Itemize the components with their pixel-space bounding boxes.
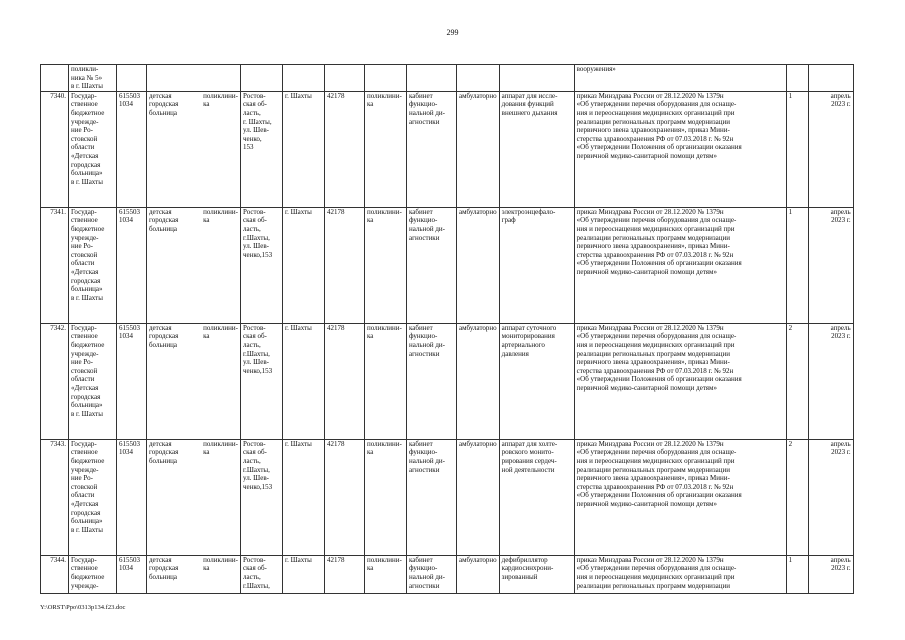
footer-file-path: Y:\ORST\Ppo\0313p134.f23.doc [40, 604, 126, 611]
city-text: г. Шахты [285, 439, 312, 448]
unit-text: поликлини- ка [367, 439, 402, 457]
basis-text: приказ Минздрава России от 28.12.2020 № 1379н «Об утверждении перечня оборудования для оснаще- ния и переоснащения медицинских организаций при реализации региональных программ модернизации первичного звена здравоохранения», приказ Мини- стерства здравоохранения РФ от 07.03.2018 г. № 92н «Об утверждении Положения об организации оказания первичной медико-санитарной помощи детям» [576, 91, 742, 160]
cell-postal [325, 555, 365, 593]
org-text: Государ- ственное бюджетное учрежде- ние Ро- стовской области «Детская городская больница» в г. Шахты [71, 207, 105, 302]
cell-city [283, 207, 325, 323]
org-type-a: детская городская больница [149, 555, 179, 581]
continuation-org: поликли- ника № 5» в г. Шахты [71, 65, 103, 91]
cell-room [407, 555, 457, 593]
basis-text: приказ Минздрава России от 28.12.2020 № 1379н «Об утверждении перечня оборудования для оснаще- ния и переоснащения медицинских организаций при реализации региональных программ модернизации первичного звена здравоохранения», приказ Мини- стерства здравоохранения РФ от 07.03.2018 г. № 92н «Об утверждении Положения об организации оказания первичной медико-санитарной помощи детям» [576, 439, 742, 508]
cell-unit [365, 323, 407, 439]
equipment-text: дефибриллятор кардиосинхрони- зированный [501, 555, 554, 581]
equipment-text: аппарат для иссле- дования функций внешнего дыхания [501, 91, 558, 117]
room-text: кабинет функцио- нальной ди- агностики [409, 323, 445, 358]
cell-address [241, 323, 283, 439]
number-text: 7344. [50, 555, 66, 564]
basis-text: приказ Минздрава России от 28.12.2020 № 1379н «Об утверждении перечня оборудования для оснаще- ния и переоснащения медицинских организаций при реализации региональных программ модернизации [576, 555, 737, 590]
cell-date [808, 91, 853, 207]
org-type-a: детская городская больница [149, 207, 179, 233]
date-text: апрель 2023 г. [830, 207, 851, 225]
cell-number [41, 439, 69, 555]
org-type-a: детская городская больница [149, 439, 179, 465]
cell-room [407, 91, 457, 207]
table-row [41, 555, 854, 593]
cell-address [241, 555, 283, 593]
cell-equipment [499, 555, 574, 593]
cell-city [283, 91, 325, 207]
table-row [41, 439, 854, 555]
unit-text: поликлини- ка [367, 555, 402, 573]
cell-org-type [147, 207, 241, 323]
date-text: апрель 2023 г. [830, 555, 851, 573]
qty-text: 2 [788, 323, 793, 332]
equipment-table [40, 64, 854, 594]
cell-postal [325, 439, 365, 555]
cell-number [41, 555, 69, 593]
city-text: г. Шахты [285, 323, 312, 332]
cell-org-type [147, 323, 241, 439]
number-text: 7341. [50, 207, 66, 216]
cell-address [241, 91, 283, 207]
qty-text: 2 [788, 439, 793, 448]
cell-number [41, 91, 69, 207]
number-text: 7340. [50, 91, 66, 100]
room-text: кабинет функцио- нальной ди- агностики [409, 439, 445, 474]
address-text: Ростов- ская об- ласть, г.Шахты, [243, 555, 270, 590]
care-text: амбулаторно [459, 555, 497, 564]
cell-unit [365, 555, 407, 593]
city-text: г. Шахты [285, 207, 312, 216]
cell-city [283, 323, 325, 439]
cell-address [241, 207, 283, 323]
cell-number [41, 207, 69, 323]
cell-care [457, 439, 500, 555]
unit-text: поликлини- ка [367, 91, 402, 109]
code-text: 615503 1034 [119, 439, 140, 457]
continuation-row [41, 65, 854, 92]
basis-text: приказ Минздрава России от 28.12.2020 № 1379н «Об утверждении перечня оборудования для оснаще- ния и переоснащения медицинских организаций при реализации региональных программ модернизации первичного звена здравоохранения», приказ Мини- стерства здравоохранения РФ от 07.03.2018 г. № 92н «Об утверждении Положения об организации оказания первичной медико-санитарной помощи детям» [576, 323, 742, 392]
org-type-b: поликлини- ка [203, 91, 238, 109]
cell-date [808, 323, 853, 439]
cell-room [407, 439, 457, 555]
org-type-a: детская городская больница [149, 91, 179, 117]
cell-org [69, 439, 117, 555]
postal-text: 42178 [327, 91, 345, 100]
number-text: 7343. [50, 439, 66, 448]
org-type-b: поликлини- ка [203, 323, 238, 341]
cell-org-type [147, 555, 241, 593]
cell-city [283, 555, 325, 593]
address-text: Ростов- ская об- ласть, г. Шахты, ул. Шев- ченко, 153 [243, 91, 272, 152]
cell-date [808, 439, 853, 555]
cell-qty [786, 91, 808, 207]
org-type-b: поликлини- ка [203, 555, 238, 573]
room-text: кабинет функцио- нальной ди- агностики [409, 555, 445, 590]
cell-equipment [499, 91, 574, 207]
equipment-text: аппарат суточного мониторирования артериального давления [501, 323, 557, 358]
care-text: амбулаторно [459, 439, 497, 448]
code-text: 615503 1034 [119, 91, 140, 109]
cell-qty [786, 323, 808, 439]
postal-text: 42178 [327, 207, 345, 216]
cell-care [457, 555, 500, 593]
cell-basis [574, 323, 786, 439]
cell-org [69, 323, 117, 439]
care-text: амбулаторно [459, 91, 497, 100]
cell-address [241, 439, 283, 555]
cell-basis [574, 555, 786, 593]
unit-text: поликлини- ка [367, 323, 402, 341]
code-text: 615503 1034 [119, 207, 140, 225]
cell-basis [574, 207, 786, 323]
qty-text: 1 [788, 207, 793, 216]
cell-care [457, 207, 500, 323]
city-text: г. Шахты [285, 555, 312, 564]
date-text: апрель 2023 г. [830, 439, 851, 457]
table-row [41, 323, 854, 439]
cell-care [457, 323, 500, 439]
table-row [41, 207, 854, 323]
cell-unit [365, 207, 407, 323]
cell-postal [325, 207, 365, 323]
org-text: Государ- ственное бюджетное учрежде- ние Ро- стовской области «Детская городская больница» в г. Шахты [71, 91, 105, 186]
cell-qty [786, 439, 808, 555]
cell-room [407, 323, 457, 439]
org-type-b: поликлини- ка [203, 439, 238, 457]
org-type-a: детская городская больница [149, 323, 179, 349]
code-text: 615503 1034 [119, 323, 140, 341]
cell-qty [786, 207, 808, 323]
equipment-text: аппарат для холте- ровского монито- рирования сердеч- ной деятельности [501, 439, 558, 474]
cell-org-type [147, 439, 241, 555]
postal-text: 42178 [327, 555, 345, 564]
cell-code [117, 323, 147, 439]
cell-city [283, 439, 325, 555]
postal-text: 42178 [327, 323, 345, 332]
org-text: Государ- ственное бюджетное учрежде- ние Ро- стовской области «Детская городская больница» в г. Шахты [71, 439, 105, 534]
room-text: кабинет функцио- нальной ди- агностики [409, 207, 445, 242]
room-text: кабинет функцио- нальной ди- агностики [409, 91, 445, 126]
cell-org [69, 555, 117, 593]
cell-org [69, 207, 117, 323]
cell-equipment [499, 439, 574, 555]
qty-text: 1 [788, 91, 793, 100]
cell-code [117, 207, 147, 323]
cell-care [457, 91, 500, 207]
cell-unit [365, 91, 407, 207]
cell-basis [574, 91, 786, 207]
cell-org-type [147, 91, 241, 207]
number-text: 7342. [50, 323, 66, 332]
cell-code [117, 91, 147, 207]
qty-text: 1 [788, 555, 793, 564]
cell-qty [786, 555, 808, 593]
org-text: Государ- ственное бюджетное учрежде- [71, 555, 105, 590]
care-text: амбулаторно [459, 207, 497, 216]
address-text: Ростов- ская об- ласть, г.Шахты, ул. Шев- ченко,153 [243, 207, 273, 259]
date-text: апрель 2023 г. [830, 91, 851, 109]
cell-date [808, 555, 853, 593]
cell-room [407, 207, 457, 323]
cell-postal [325, 323, 365, 439]
cell-postal [325, 91, 365, 207]
city-text: г. Шахты [285, 91, 312, 100]
address-text: Ростов- ская об- ласть, г.Шахты, ул. Шев- ченко,153 [243, 323, 273, 375]
postal-text: 42178 [327, 439, 345, 448]
basis-text: приказ Минздрава России от 28.12.2020 № 1379н «Об утверждении перечня оборудования для оснаще- ния и переоснащения медицинских организаций при реализации региональных программ модернизации первичного звена здравоохранения», приказ Мини- стерства здравоохранения РФ от 07.03.2018 г. № 92н «Об утверждении Положения об организации оказания первичной медико-санитарной помощи детям» [576, 207, 742, 276]
unit-text: поликлини- ка [367, 207, 402, 225]
code-text: 615503 1034 [119, 555, 140, 573]
date-text: апрель 2023 г. [830, 323, 851, 341]
cell-equipment [499, 207, 574, 323]
org-type-b: поликлини- ка [203, 207, 238, 225]
equipment-text: электроэнцефало- граф [501, 207, 556, 225]
cell-org [69, 91, 117, 207]
cell-equipment [499, 323, 574, 439]
cell-number [41, 323, 69, 439]
cell-unit [365, 439, 407, 555]
cell-code [117, 439, 147, 555]
page-number: 299 [446, 28, 459, 37]
address-text: Ростов- ская об- ласть, г.Шахты, ул. Шев- ченко,153 [243, 439, 273, 491]
cell-date [808, 207, 853, 323]
org-text: Государ- ственное бюджетное учрежде- ние Ро- стовской области «Детская городская больница» в г. Шахты [71, 323, 105, 418]
continuation-basis: вооружения» [576, 65, 616, 73]
cell-basis [574, 439, 786, 555]
cell-code [117, 555, 147, 593]
table-row [41, 91, 854, 207]
care-text: амбулаторно [459, 323, 497, 332]
